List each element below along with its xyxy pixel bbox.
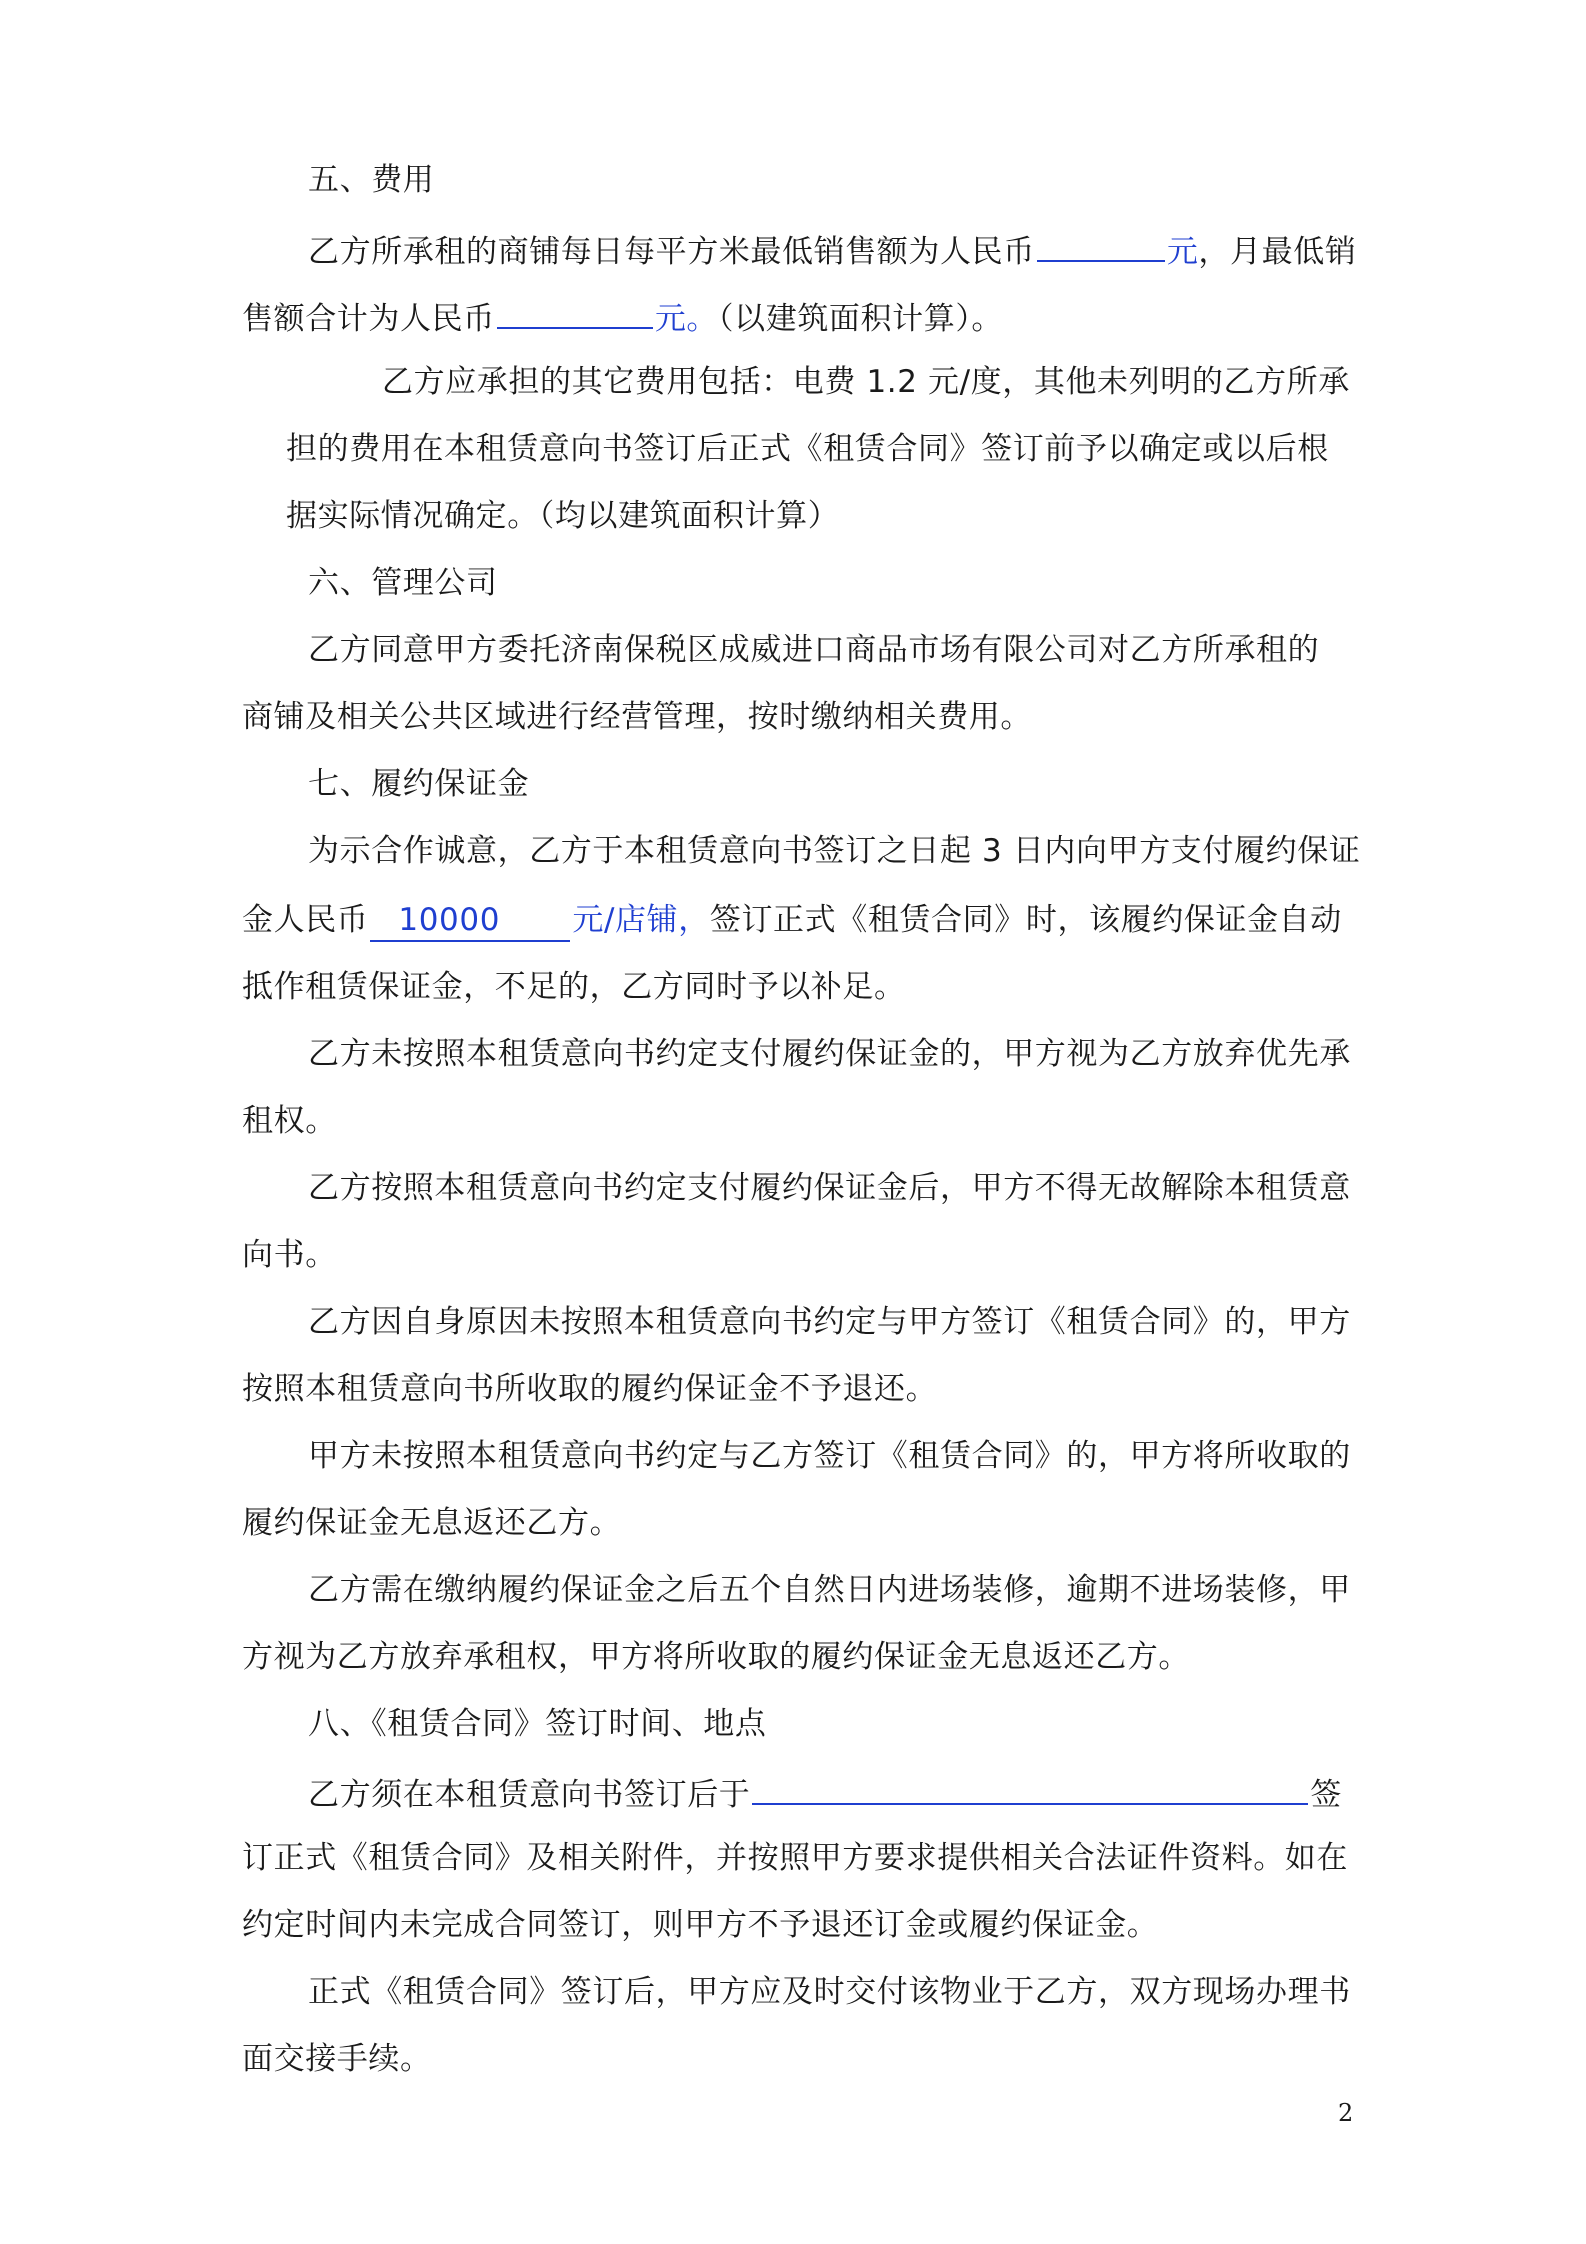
paragraph-line: 乙方未按照本租赁意向书约定支付履约保证金的，甲方视为乙方放弃优先承 <box>308 1036 1351 1072</box>
paragraph-line <box>308 228 1356 272</box>
section-heading-management: 六、管理公司 <box>308 565 498 601</box>
paragraph-line <box>242 295 1003 339</box>
paragraph-line <box>242 900 1342 942</box>
unit-yuan: 元。 <box>654 301 719 337</box>
text-run: 签订正式《租赁合同》时，该履约保证金自动 <box>709 902 1342 938</box>
monthly-sales-blank <box>497 295 653 329</box>
paragraph-line: 向书。 <box>242 1237 337 1273</box>
paragraph-line: 乙方按照本租赁意向书约定支付履约保证金后，甲方不得无故解除本租赁意 <box>308 1170 1351 1206</box>
paragraph-line: 为示合作诚意，乙方于本租赁意向书签订之日起 3 日内向甲方支付履约保证 <box>308 833 1361 869</box>
paragraph-line: 乙方因自身原因未按照本租赁意向书约定与甲方签订《租赁合同》的，甲方 <box>308 1304 1351 1340</box>
paragraph-line: 抵作租赁保证金，不足的，乙方同时予以补足。 <box>242 969 906 1005</box>
paragraph-line: 乙方同意甲方委托济南保税区成威进口商品市场有限公司对乙方所承租的 <box>308 632 1320 668</box>
text-run: （以建筑面积计算）。 <box>718 301 1004 337</box>
section-heading-fees: 五、费用 <box>308 162 435 198</box>
text-run: 售额合计为人民币 <box>242 301 495 337</box>
page-number: 2 <box>1338 2099 1354 2127</box>
paragraph-line: 甲方未按照本租赁意向书约定与乙方签订《租赁合同》的，甲方将所收取的 <box>308 1438 1351 1474</box>
paragraph-line: 履约保证金无息返还乙方。 <box>242 1505 622 1541</box>
section-heading-signing: 八、《租赁合同》签订时间、地点 <box>308 1706 767 1742</box>
section-heading-deposit: 七、履约保证金 <box>308 766 530 802</box>
deposit-amount: 10000 <box>370 900 570 942</box>
paragraph-line: 订正式《租赁合同》及相关附件，并按照甲方要求提供相关合法证件资料。如在 <box>242 1840 1348 1876</box>
text-run: 签 <box>1310 1777 1343 1813</box>
paragraph-line: 正式《租赁合同》签订后，甲方应及时交付该物业于乙方，双方现场办理书 <box>308 1974 1351 2010</box>
text-run: ，月最低销 <box>1198 234 1357 270</box>
paragraph-line <box>308 1771 1342 1815</box>
paragraph-line: 商铺及相关公共区域进行经营管理，按时缴纳相关费用。 <box>242 699 1032 735</box>
text-run: 乙方须在本租赁意向书签订后于 <box>308 1777 751 1813</box>
paragraph-line: 乙方需在缴纳履约保证金之后五个自然日内进场装修，逾期不进场装修，甲 <box>308 1572 1351 1608</box>
paragraph-line: 约定时间内未完成合同签订，则甲方不予退还订金或履约保证金。 <box>242 1907 1159 1943</box>
paragraph-line: 乙方应承担的其它费用包括：电费 1.2 元/度，其他未列明的乙方所承 <box>382 364 1350 400</box>
text-run: 金人民币 <box>242 902 369 938</box>
paragraph-line: 租权。 <box>242 1103 337 1139</box>
paragraph-line: 按照本租赁意向书所收取的履约保证金不予退还。 <box>242 1371 938 1407</box>
unit-yuan: 元 <box>1166 234 1199 270</box>
paragraph-line: 面交接手续。 <box>242 2041 432 2077</box>
paragraph-line: 担的费用在本租赁意向书签订后正式《租赁合同》签订前予以确定或以后根 <box>286 431 1329 467</box>
paragraph-line: 方视为乙方放弃承租权，甲方将所收取的履约保证金无息返还乙方。 <box>242 1639 1190 1675</box>
text-run: 乙方所承租的商铺每日每平方米最低销售额为人民币 <box>308 234 1035 270</box>
signing-date-blank <box>752 1771 1308 1805</box>
deposit-unit: 元/店铺， <box>572 902 710 938</box>
daily-sales-blank <box>1037 228 1165 262</box>
paragraph-line: 据实际情况确定。（均以建筑面积计算） <box>286 498 840 534</box>
